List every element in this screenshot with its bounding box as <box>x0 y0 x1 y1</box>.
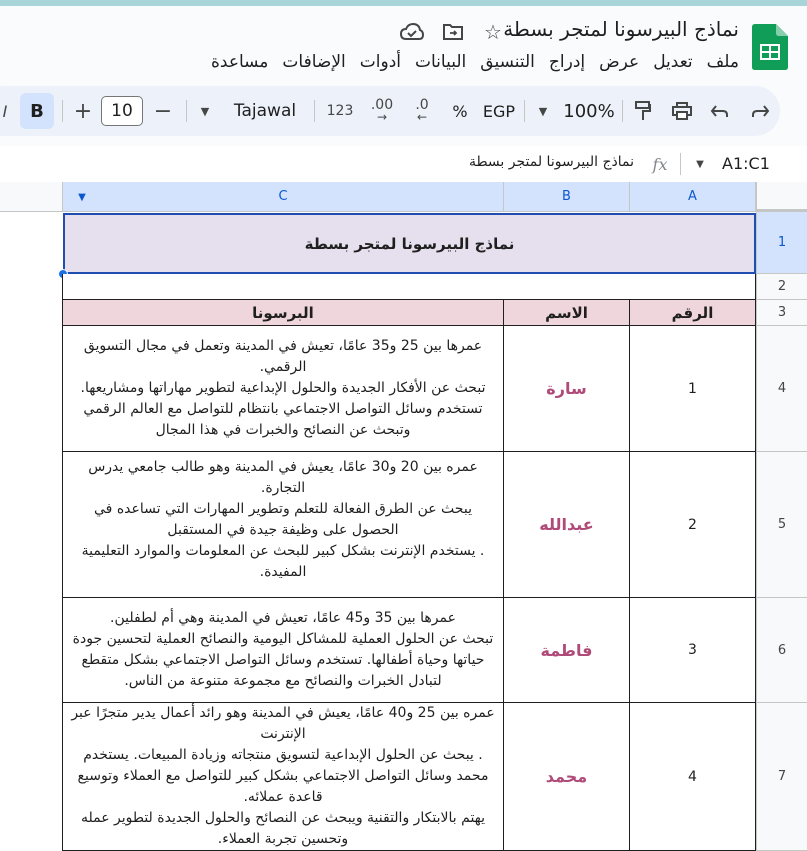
header-number-cell[interactable]: الرقم <box>630 300 756 326</box>
select-all-corner[interactable] <box>756 182 807 212</box>
menu-data[interactable]: البيانات <box>415 52 467 72</box>
empty-row-cell[interactable] <box>62 274 756 300</box>
font-family-select[interactable]: Tajawal <box>233 101 297 121</box>
column-header-c[interactable]: C <box>63 182 504 212</box>
move-folder-icon[interactable] <box>441 20 465 44</box>
persona-name-cell[interactable]: عبدالله <box>504 452 630 598</box>
row-header-2[interactable]: 2 <box>756 274 807 300</box>
increase-decimal-label: .00 <box>370 97 394 113</box>
menu-extensions[interactable]: الإضافات <box>282 52 346 72</box>
row-header-3[interactable]: 3 <box>756 300 807 326</box>
decrease-font-size-button[interactable]: − <box>153 98 173 124</box>
menu-view[interactable]: عرض <box>599 52 640 72</box>
sheets-logo-icon[interactable] <box>752 24 788 70</box>
currency-format-button[interactable]: EGP <box>482 101 516 121</box>
formula-bar <box>0 146 807 182</box>
persona-description-cell[interactable]: عمرها بين 25 و35 عامًا، تعيش في المدينة وتعمل في مجال التسويق الرقمي. تبحث عن الأفكار الجديدة والحلول الإبداعية لتطوير مهاراتها ومشاريعها. تستخدم وسائل التواصل الاجتماعي بانتظام للتواصل مع العالم الرقمي وتبحث عن النصائح والخبرات في هذا المجال <box>62 326 504 452</box>
menu-tools[interactable]: أدوات <box>359 52 401 72</box>
arrow-left-icon: ← <box>416 110 428 124</box>
name-box[interactable]: A1:C1 <box>722 154 770 173</box>
row-header-6[interactable]: 6 <box>756 598 807 703</box>
increase-decimal-button[interactable] <box>365 86 399 136</box>
sheet-title-cell[interactable]: نماذج البيرسونا لمتجر بسطة <box>63 213 756 274</box>
arrow-right-icon: → <box>376 110 388 124</box>
menu-help[interactable]: مساعدة <box>210 52 269 72</box>
zoom-dropdown-chevron-icon[interactable]: ▼ <box>538 104 548 118</box>
increase-font-size-button[interactable]: + <box>73 98 93 124</box>
persona-description-cell[interactable]: عمره بين 20 و30 عامًا، يعيش في المدينة وهو طالب جامعي يدرس التجارة. يبحث عن الطرق الفعالة للتعلم وتطوير المهارات التي تساعده في الحصول على وظيفة جيدة في المستقبل . يستخدم الإنترنت بشكل كبير للبحث عن المعلومات والموارد التعليمية المفيدة. <box>62 452 504 598</box>
toolbar-divider <box>524 100 525 122</box>
persona-name-cell[interactable]: محمد <box>504 703 630 851</box>
formula-input[interactable]: نماذج البيرسونا لمتجر بسطة <box>468 154 634 170</box>
toolbar-divider <box>314 100 315 122</box>
header-name-cell[interactable]: الاسم <box>504 300 630 326</box>
menu-edit[interactable]: تعديل <box>653 52 693 72</box>
decrease-decimal-button[interactable] <box>405 86 439 136</box>
header-persona-cell[interactable]: البرسونا <box>62 300 504 326</box>
zoom-select[interactable]: 100% <box>563 100 615 122</box>
print-icon[interactable] <box>668 86 696 136</box>
menu-bar <box>211 52 739 72</box>
fx-icon: fx <box>652 154 668 174</box>
persona-number-cell[interactable]: 2 <box>630 452 756 598</box>
row-header-5[interactable]: 5 <box>756 452 807 598</box>
menu-file[interactable]: ملف <box>706 52 739 72</box>
column-header-d[interactable] <box>0 182 63 212</box>
persona-description-cell[interactable]: عمره بين 25 و40 عامًا، يعيش في المدينة وهو رائد أعمال يدير متجرًا عبر الإنترنت . يبحث عن الحلول الإبداعية لتسويق منتجاته وزيادة المبيعات. يستخدم محمد وسائل التواصل الاجتماعي بشكل كبير للتواصل مع العملاء وتوسيع قاعدة عملائه. يهتم بالابتكار والتقنية ويبحث عن النصائح والحلول الجديدة لتطوير عمله وتحسين تجربة العملاء. <box>62 703 504 851</box>
formula-divider <box>680 153 681 175</box>
more-formats-button[interactable]: 123 <box>326 103 354 119</box>
row-header-4[interactable]: 4 <box>756 326 807 452</box>
window-top-edge <box>0 0 807 6</box>
persona-number-cell[interactable]: 4 <box>630 703 756 851</box>
row-header-7[interactable]: 7 <box>756 703 807 851</box>
column-c-menu-icon[interactable]: ▼ <box>78 191 86 203</box>
persona-name-cell[interactable]: سارة <box>504 326 630 452</box>
decrease-decimal-label: .0 <box>415 97 429 113</box>
font-dropdown-chevron-icon[interactable]: ▼ <box>200 104 210 118</box>
redo-icon[interactable] <box>748 86 774 136</box>
italic-button-partial[interactable]: I <box>2 101 8 121</box>
name-box-dropdown-icon[interactable]: ▼ <box>696 158 704 170</box>
star-icon[interactable]: ☆ <box>484 20 502 44</box>
toolbar-divider <box>622 100 623 122</box>
menu-format[interactable]: التنسيق <box>480 52 535 72</box>
persona-name-cell[interactable]: فاطمة <box>504 598 630 703</box>
document-title[interactable]: نماذج البيرسونا لمتجر بسطة <box>503 17 739 41</box>
persona-number-cell[interactable]: 3 <box>630 598 756 703</box>
toolbar-divider <box>186 100 187 122</box>
column-header-b[interactable]: B <box>504 182 630 212</box>
row-header-1[interactable]: 1 <box>756 212 807 274</box>
persona-description-cell[interactable]: عمرها بين 35 و45 عامًا، تعيش في المدينة وهي أم لطفلين. تبحث عن الحلول العملية للمشاكل اليومية والنصائح العملية لتحسين جودة حياتها وحياة أطفالها. تستخدم وسائل التواصل الاجتماعي بشكل متقطع لتبادل الخبرات والنصائح مع مجموعة متنوعة من الناس. <box>62 598 504 703</box>
cloud-saved-icon[interactable] <box>400 20 424 44</box>
undo-icon[interactable] <box>706 86 732 136</box>
column-header-a[interactable]: A <box>630 182 756 212</box>
menu-insert[interactable]: إدراج <box>548 52 586 72</box>
percent-format-button[interactable]: % <box>452 101 468 121</box>
paint-format-icon[interactable] <box>630 86 656 136</box>
persona-number-cell[interactable]: 1 <box>630 326 756 452</box>
font-size-input[interactable]: 10 <box>101 96 143 126</box>
toolbar-divider <box>62 100 63 122</box>
bold-button[interactable]: B <box>20 93 54 129</box>
